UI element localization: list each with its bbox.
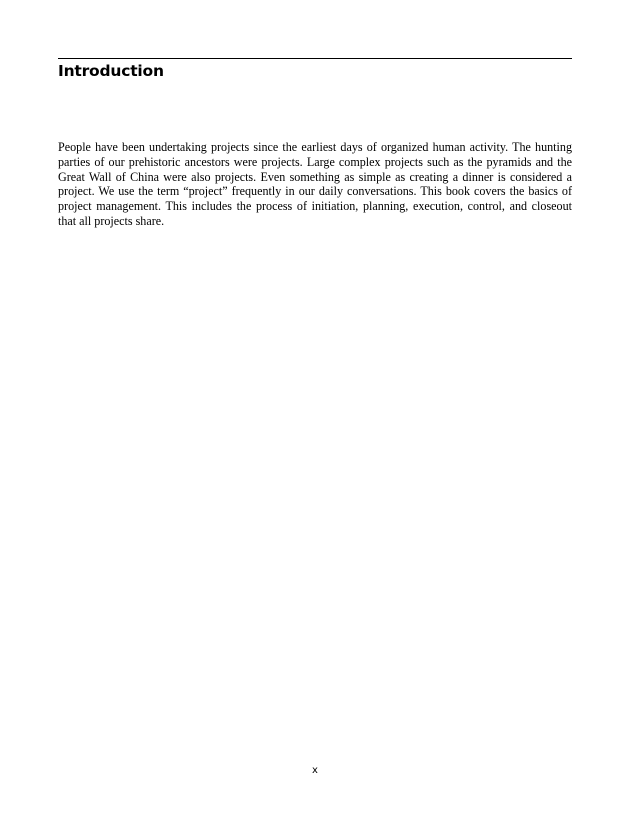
intro-paragraph: People have been undertaking projects since the earliest days of organized human activity. The hunting parties of our prehistoric ancestors were projects. Large complex projects such as the pyramids and the Great Wall of China were also projects. Even something as simple as creating a dinner is considered a project. We use the term “project” frequently in our daily conversations. This book covers the basics of project management. This includes the process of initiation, planning, execution, control, and closeout that all projects share.: [58, 140, 572, 228]
heading-rule: [58, 58, 572, 59]
page-number: x: [312, 765, 318, 776]
chapter-title: Introduction: [58, 62, 164, 80]
